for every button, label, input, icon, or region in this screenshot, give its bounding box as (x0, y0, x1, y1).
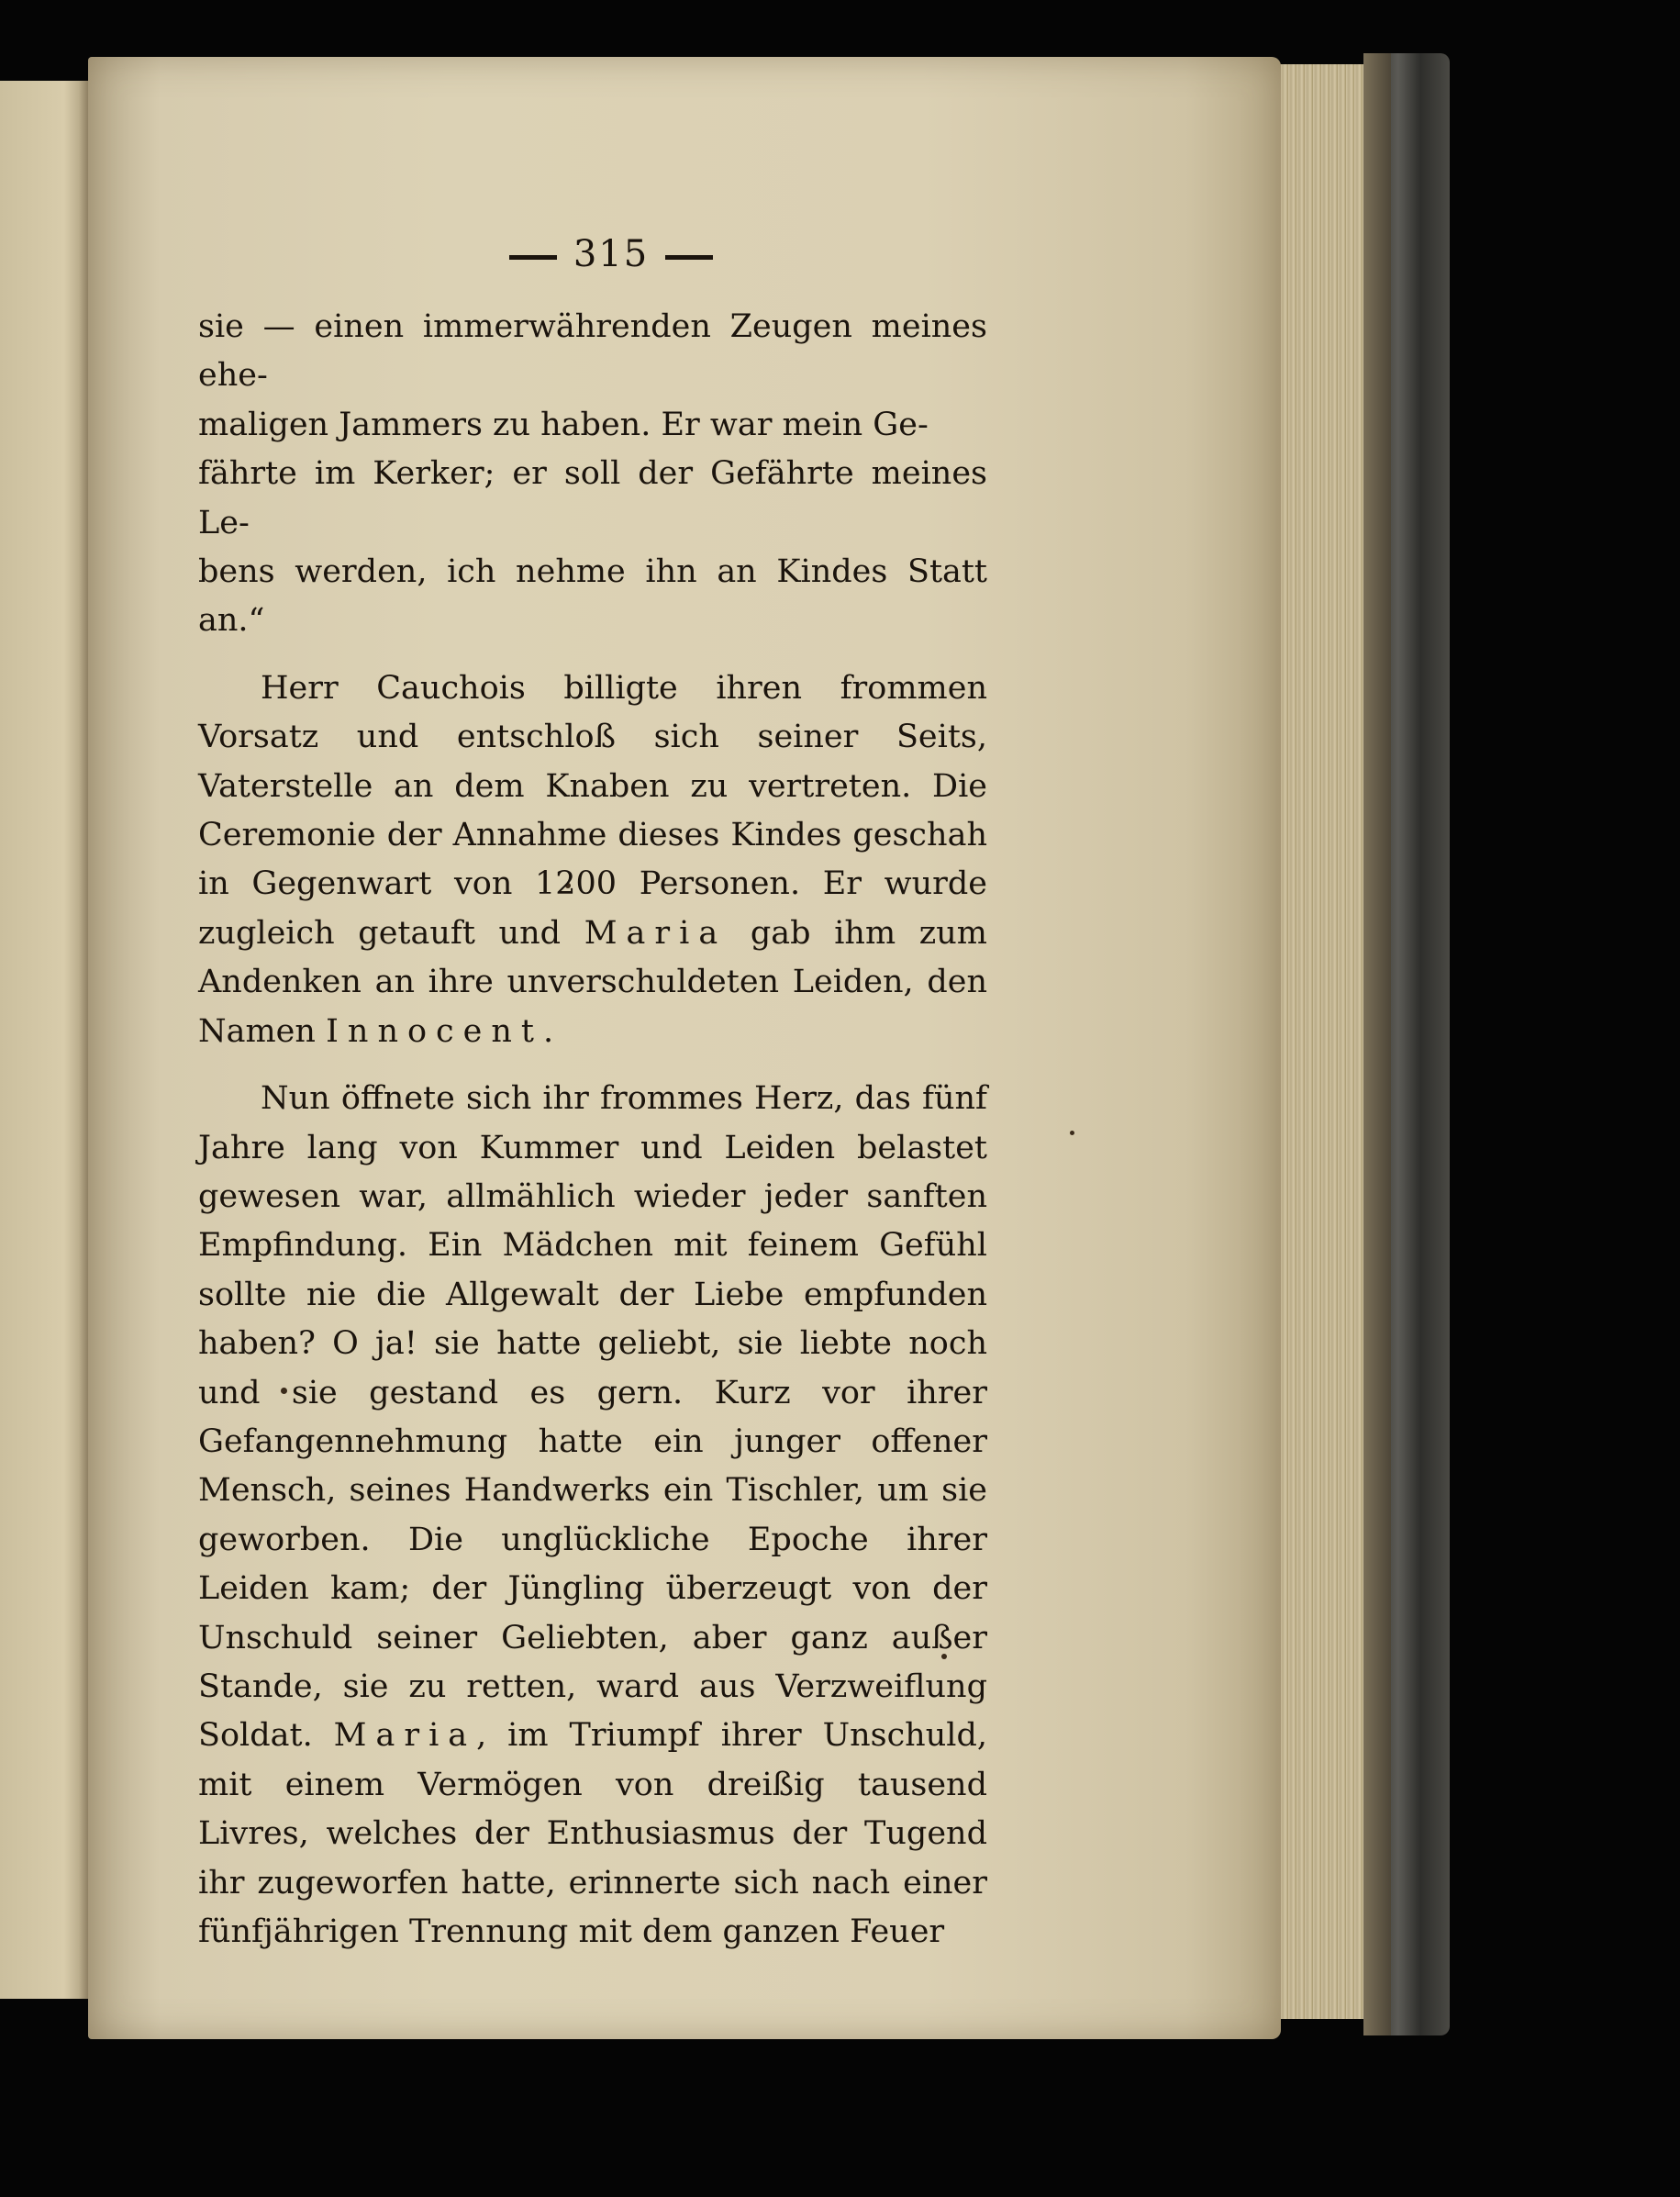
paragraph-1-line: bens werden, ich nehme ihn an Kindes Statt an.“ (198, 553, 987, 640)
paragraph-1 (198, 303, 987, 646)
paragraph-2-text: Herr Cauchois billigte ihren frommen Vorsatz und entschloß sich seiner Seits, Vaterstelle an dem Knaben zu vertreten. Die Ceremonie der Annahme dieses Kindes geschah in Gegenwart von 1200 Personen. Er wurde zugleich getauft und (198, 669, 987, 952)
paragraph-2-end: . (542, 1012, 554, 1050)
page-number-dash-left (509, 255, 557, 260)
page-number-dash-right (665, 255, 713, 260)
paragraph-1-line: fährte im Kerker; er soll der Gefährte meines Le- (198, 455, 987, 541)
paragraph-2 (198, 664, 987, 1056)
paragraph-1-line: sie — einen immerwährenden Zeugen meines ehe- (198, 308, 987, 395)
book-cover-board (1376, 53, 1450, 2035)
emphasized-name: Maria (584, 914, 728, 952)
paragraph-2-text: gab ihm zum Andenken an ihre unverschuldeten Leiden, den Namen (198, 914, 987, 1050)
cover-lip (1363, 53, 1391, 2035)
page-number-value: 315 (573, 233, 650, 275)
paragraph-3 (198, 1075, 987, 1957)
emphasized-name: Innocent (326, 1012, 543, 1050)
paper-speck (1070, 1131, 1074, 1135)
paragraph-3-text: , im Triumpf ihrer Unschuld, mit einem Vermögen von dreißig tausend Livres, welches der Enthusiasmus der Tugend ihr zugeworfen hatte, erinnerte sich nach einer fünfjährigen Trennung mit dem ganzen Feuer (198, 1717, 987, 1950)
page-number (198, 233, 987, 275)
paragraph-3-text: Nun öffnete sich ihr frommes Herz, das fünf Jahre lang von Kummer und Leiden belastet gewesen war, allmählich wieder jeder sanften Empfindung. Ein Mädchen mit feinem Gefühl sollte nie die Allgewalt der Liebe empfunden haben? O ja! sie hatte geliebt, sie liebte noch und sie gestand es gern. Kurz vor ihrer Gefangennehmung hatte ein junger offener Mensch, seines Handwerks ein Tischler, um sie geworben. Die unglückliche Epoche ihrer Leiden kam; der Jüngling überzeugt von der Unschuld seiner Geliebten, aber ganz außer Stande, sie zu retten, ward aus Verzweiflung Soldat. (198, 1080, 987, 1755)
text-block (198, 233, 987, 1975)
emphasized-name: Maria (333, 1717, 477, 1755)
facing-page-left-edge (0, 81, 92, 1999)
paragraph-1-line: maligen Jammers zu haben. Er war mein Ge- (198, 406, 929, 443)
